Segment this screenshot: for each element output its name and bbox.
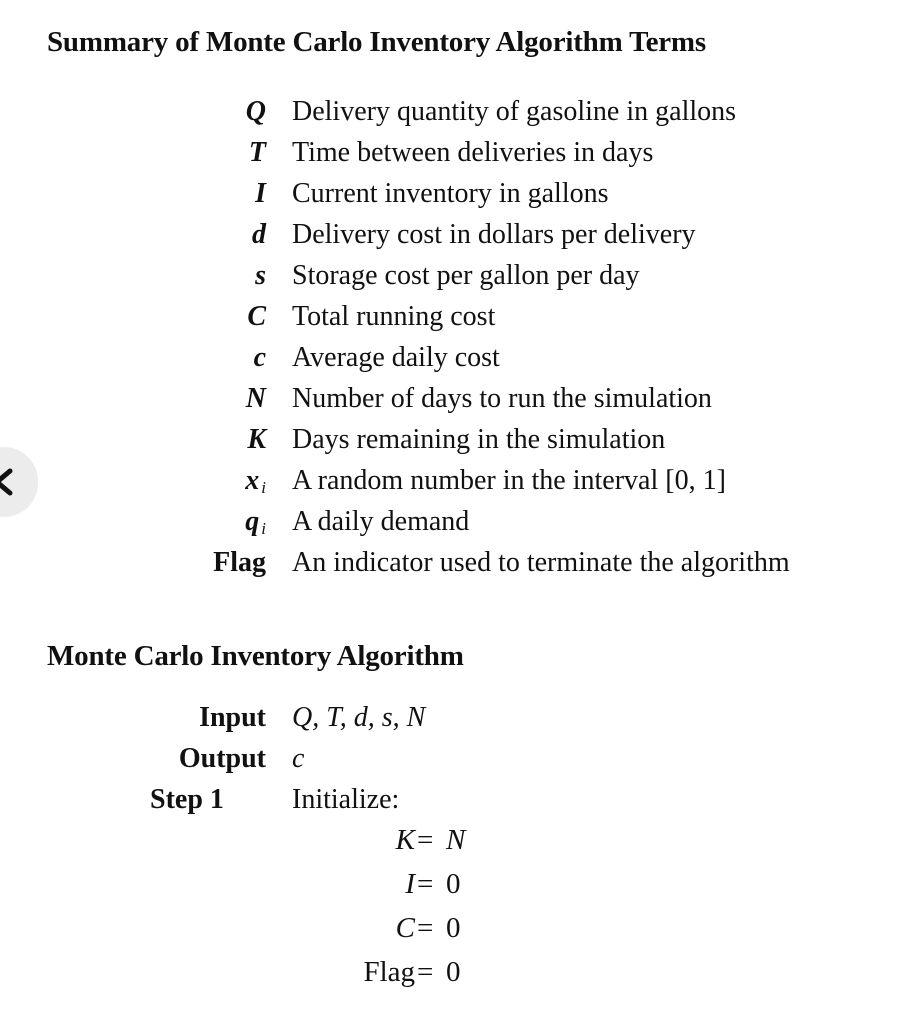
term-symbol: C [247, 301, 266, 332]
term-symbol: K [247, 424, 266, 455]
term-description: Time between deliveries in days [292, 137, 654, 168]
equation-lhs: Flag [363, 956, 415, 988]
output-label: Output [178, 743, 266, 774]
algorithm-title: Monte Carlo Inventory Algorithm [47, 640, 464, 672]
initialization-equations [0, 822, 920, 998]
term-symbol: q $_i$ [245, 506, 266, 538]
equation-rhs: N [446, 824, 466, 856]
output-value: c [292, 743, 305, 774]
equals-sign: = [417, 824, 434, 856]
term-description: Delivery quantity of gasoline in gallons [292, 96, 737, 127]
equals-sign: = [417, 868, 434, 900]
equation [0, 822, 920, 866]
term-symbol: s [255, 260, 266, 291]
equation-rhs: 0 [446, 868, 461, 900]
input-value: Q, T, d, s, N [292, 702, 426, 733]
equation-lhs: C [395, 912, 415, 944]
equation-rhs: 0 [446, 956, 461, 988]
equals-sign: = [417, 956, 434, 988]
term-description: Number of days to run the simulation [292, 383, 712, 414]
equation [0, 954, 920, 998]
equals-sign: = [417, 912, 434, 944]
step-row [0, 782, 920, 823]
term-symbol: x $_i$ [245, 465, 266, 497]
term-symbol: T [248, 137, 266, 168]
input-label: Input [199, 702, 266, 733]
equation-rhs: 0 [446, 912, 461, 944]
term-description: Total running cost [292, 301, 496, 332]
term-description: Days remaining in the simulation [292, 424, 666, 455]
chevron-left-icon [0, 468, 16, 496]
term-subscript: i [261, 478, 266, 497]
term-description: Storage cost per gallon per day [292, 260, 640, 291]
equation [0, 910, 920, 954]
input-row [0, 700, 920, 741]
term-symbol: c [253, 342, 266, 373]
term-description: Delivery cost in dollars per delivery [292, 219, 696, 250]
term-symbol: N [245, 383, 266, 414]
back-button[interactable] [0, 447, 38, 517]
term-subscript: i [261, 519, 266, 538]
term-symbol: I [255, 178, 266, 209]
term-description: Current inventory in gallons [292, 178, 609, 209]
term-description: A random number in the interval [0, 1] [292, 465, 726, 496]
term-symbol: Flag [213, 547, 266, 578]
equation [0, 866, 920, 910]
summary-title: Summary of Monte Carlo Inventory Algorithm Terms [47, 26, 706, 58]
term-description: Average daily cost [292, 342, 500, 373]
term-description: A daily demand [292, 506, 470, 537]
equation-lhs: I [405, 868, 415, 900]
term-symbol: Q [245, 96, 266, 127]
term-description: An indicator used to terminate the algorithm [292, 547, 790, 578]
equation-lhs: K [395, 824, 415, 856]
step-text: Initialize: [292, 784, 400, 815]
step-label: Step 1 [150, 784, 224, 815]
algorithm-spec [0, 700, 920, 823]
output-row [0, 741, 920, 782]
term-symbol: d [252, 219, 266, 250]
